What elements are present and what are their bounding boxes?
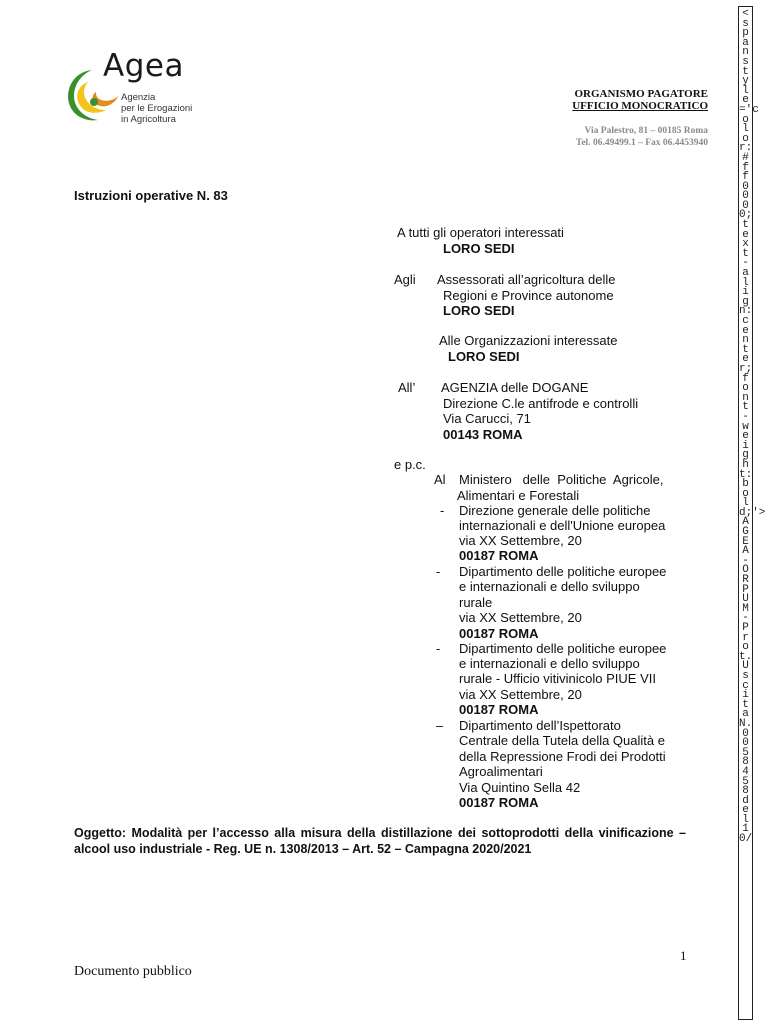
recipient-1-line-1: A tutti gli operatori interessati [397, 225, 564, 240]
org-line-2: UFFICIO MONOCRATICO [572, 100, 708, 112]
dept-2-line-5: 00187 ROMA [459, 626, 539, 641]
dept-4-line-3: della Repressione Frodi dei Prodotti [459, 749, 666, 764]
protocol-stamp [738, 6, 766, 1020]
dept-2-line-3: rurale [459, 595, 493, 610]
dept-4-line-4: Agroalimentari [459, 764, 543, 779]
dept-1-line-3: via XX Settembre, 20 [459, 533, 582, 548]
dept-4-dash: – [436, 718, 444, 733]
recipient-2-line-2: Regioni e Province autonome [443, 288, 614, 303]
footer-label: Documento pubblico [74, 964, 192, 979]
dept-4-line-6: 00187 ROMA [459, 795, 539, 810]
subject-paragraph: Oggetto: Modalità per l’accesso alla misura della distillazione dei sottoprodotti della vinificazione – alcool uso industriale - Reg. UE n. 1308/2013 – Art. 52 – Campagna 2020/2021 [74, 826, 686, 856]
logo-subtitle-3: in Agricoltura [121, 114, 176, 125]
recipient-4-prefix: All’ [398, 380, 416, 395]
address-line-2: Tel. 06.49499.1 – Fax 06.4453940 [575, 138, 708, 148]
dept-2-line-2: e internazionali e dello sviluppo [459, 579, 640, 594]
dept-2-line-1: Dipartimento delle politiche europee [459, 564, 667, 579]
dept-3-line-2: e internazionali e dello sviluppo [459, 656, 640, 671]
recipient-1-line-2: LORO SEDI [443, 241, 515, 256]
dept-1-line-1: Direzione generale delle politiche [459, 503, 651, 518]
epc-label: e p.c. [394, 457, 426, 472]
dept-4-line-2: Centrale della Tutela della Qualità e [459, 733, 665, 748]
recipient-2-line-3: LORO SEDI [443, 303, 515, 318]
dept-3-dash: - [436, 641, 441, 656]
dept-3-line-5: 00187 ROMA [459, 702, 539, 717]
dept-4-line-1: Dipartimento dell’Ispettorato [459, 718, 621, 733]
ministry-prefix: Al [434, 472, 446, 487]
recipient-3-line-2: LORO SEDI [448, 349, 520, 364]
protocol-stamp-text: <span style='color:#ff0000; text-align:center; font-weight:bold;'>AGEA - ORPUM - Prot. Uscita N.0058458 del 10/ [739, 8, 766, 846]
recipient-4-line-1: AGENZIA delle DOGANE [441, 380, 589, 395]
document-title: Istruzioni operative N. 83 [74, 188, 228, 203]
dept-3-line-1: Dipartimento delle politiche europee [459, 641, 667, 656]
page-number: 1 [680, 948, 687, 963]
dept-1-line-2: internazionali e dell'Unione europea [459, 518, 666, 533]
recipient-4-line-4: 00143 ROMA [443, 427, 523, 442]
dept-1-line-4: 00187 ROMA [459, 548, 539, 563]
dept-2-line-4: via XX Settembre, 20 [459, 610, 582, 625]
recipient-4-line-2: Direzione C.le antifrode e controlli [443, 396, 639, 411]
recipient-4-line-3: Via Carucci, 71 [443, 411, 531, 426]
logo-subtitle-2: per le Erogazioni [121, 103, 193, 114]
logo-subtitle-1: Agenzia [121, 92, 156, 103]
recipient-2-prefix: Agli [394, 272, 416, 287]
ministry-line-1: Ministero delle Politiche Agricole, [459, 472, 664, 487]
recipient-3-line-1: Alle Organizzazioni interessate [439, 333, 618, 348]
org-line-1: ORGANISMO PAGATORE [574, 88, 708, 100]
dept-3-line-3: rurale - Ufficio vitivinicolo PIUE VII [459, 671, 656, 686]
logo-wordmark: Agea [103, 48, 184, 84]
dept-3-line-4: via XX Settembre, 20 [459, 687, 582, 702]
dept-1-dash: - [440, 503, 445, 518]
recipient-2-line-1: Assessorati all’agricoltura delle [437, 272, 616, 287]
dept-2-dash: - [436, 564, 441, 579]
dept-4-line-5: Via Quintino Sella 42 [459, 780, 581, 795]
address-line-1: Via Palestro, 81 – 00185 Roma [584, 126, 708, 136]
ministry-line-2: Alimentari e Forestali [457, 488, 580, 503]
